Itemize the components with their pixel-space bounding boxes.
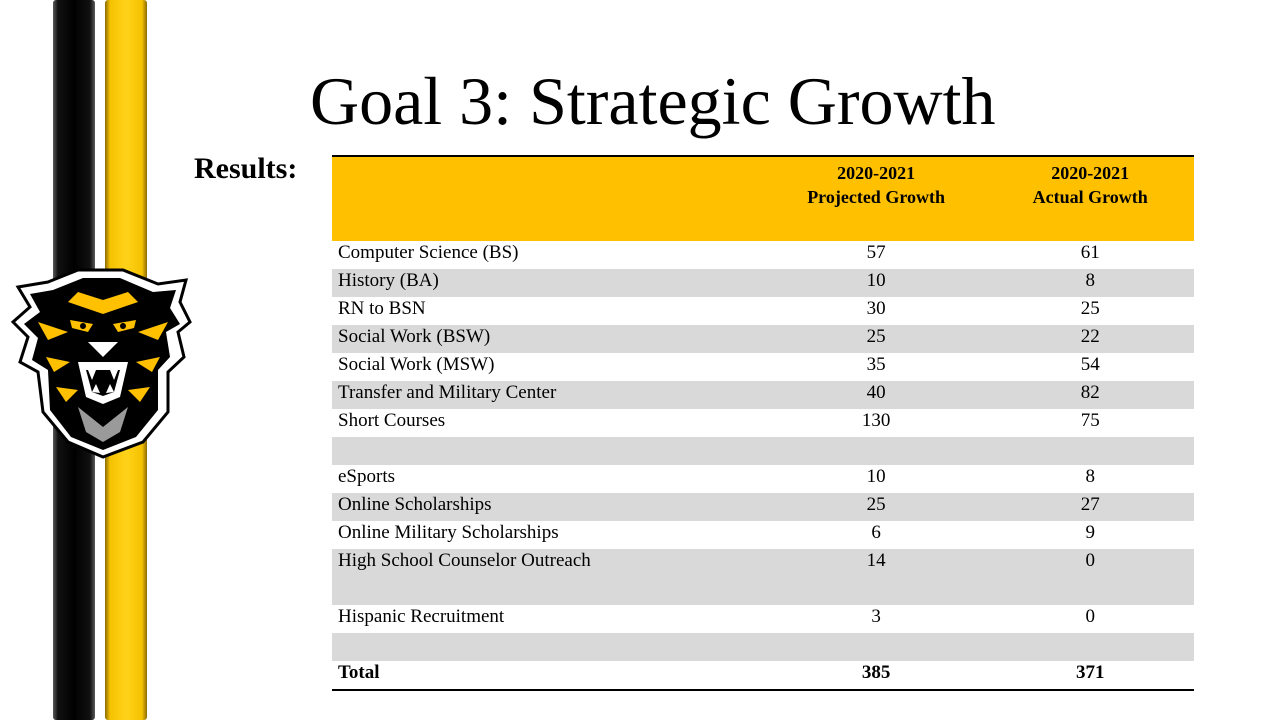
program-name: Transfer and Military Center	[338, 382, 557, 403]
projected-value: 10	[866, 270, 886, 291]
program-name: Hispanic Recruitment	[338, 606, 505, 627]
table-row	[332, 297, 1194, 325]
table-row	[332, 605, 1194, 633]
program-name	[332, 633, 766, 661]
projected-value	[766, 633, 987, 661]
projected-value: 40	[866, 382, 886, 403]
table-row	[332, 325, 1194, 353]
table-row	[332, 465, 1194, 493]
header-actual-year: 2020-2021	[1051, 163, 1130, 183]
projected-value: 30	[866, 298, 886, 319]
table-row	[332, 381, 1194, 409]
program-name: High School Counselor Outreach	[338, 550, 591, 571]
table-row	[332, 549, 1194, 605]
growth-table	[332, 155, 1194, 691]
actual-value: 8	[1085, 466, 1095, 487]
actual-value	[986, 633, 1194, 661]
actual-value: 22	[1080, 326, 1100, 347]
total-actual: 371	[986, 661, 1194, 690]
program-name: Online Military Scholarships	[338, 522, 559, 543]
program-name: eSports	[338, 466, 395, 487]
table-row	[332, 241, 1194, 269]
table-header-row	[332, 156, 1194, 241]
projected-value	[766, 437, 987, 465]
actual-value: 27	[1080, 494, 1100, 515]
total-label: Total	[332, 661, 766, 690]
projected-value: 25	[866, 326, 886, 347]
program-name: Social Work (BSW)	[338, 326, 491, 347]
actual-value: 54	[1080, 354, 1100, 375]
header-actual	[986, 156, 1194, 241]
table-row	[332, 409, 1194, 437]
projected-value: 35	[866, 354, 886, 375]
total-projected: 385	[766, 661, 987, 690]
program-name	[332, 437, 766, 465]
projected-value: 6	[871, 522, 881, 543]
slide-title: Goal 3: Strategic Growth	[310, 63, 996, 139]
program-name: Short Courses	[338, 410, 446, 431]
header-projected-year: 2020-2021	[837, 163, 916, 183]
program-name: Computer Science (BS)	[338, 242, 519, 263]
actual-value: 75	[1080, 410, 1100, 431]
projected-value: 14	[866, 550, 886, 571]
table-row	[332, 493, 1194, 521]
program-name: Online Scholarships	[338, 494, 492, 515]
actual-value	[986, 437, 1194, 465]
table-row-spacer	[332, 437, 1194, 465]
program-name: History (BA)	[338, 270, 439, 291]
actual-value: 61	[1080, 242, 1100, 263]
header-projected	[766, 156, 987, 241]
results-label: Results:	[194, 152, 298, 185]
projected-value: 130	[861, 410, 891, 431]
table-row	[332, 353, 1194, 381]
projected-value: 25	[866, 494, 886, 515]
table-row	[332, 269, 1194, 297]
header-actual-label: Actual Growth	[1032, 187, 1148, 207]
tiger-head-icon	[8, 262, 193, 462]
actual-value: 82	[1080, 382, 1100, 403]
actual-value: 25	[1080, 298, 1100, 319]
header-projected-label: Projected Growth	[807, 187, 945, 207]
actual-value: 0	[1085, 606, 1095, 627]
table-row-spacer	[332, 633, 1194, 661]
actual-value: 0	[1085, 550, 1095, 571]
projected-value: 57	[866, 242, 886, 263]
header-program	[332, 156, 766, 241]
total-row	[332, 661, 1194, 690]
actual-value: 9	[1085, 522, 1095, 543]
program-name: RN to BSN	[338, 298, 426, 319]
projected-value: 10	[866, 466, 886, 487]
actual-value: 8	[1085, 270, 1095, 291]
projected-value: 3	[871, 606, 881, 627]
table-row	[332, 521, 1194, 549]
program-name: Social Work (MSW)	[338, 354, 495, 375]
